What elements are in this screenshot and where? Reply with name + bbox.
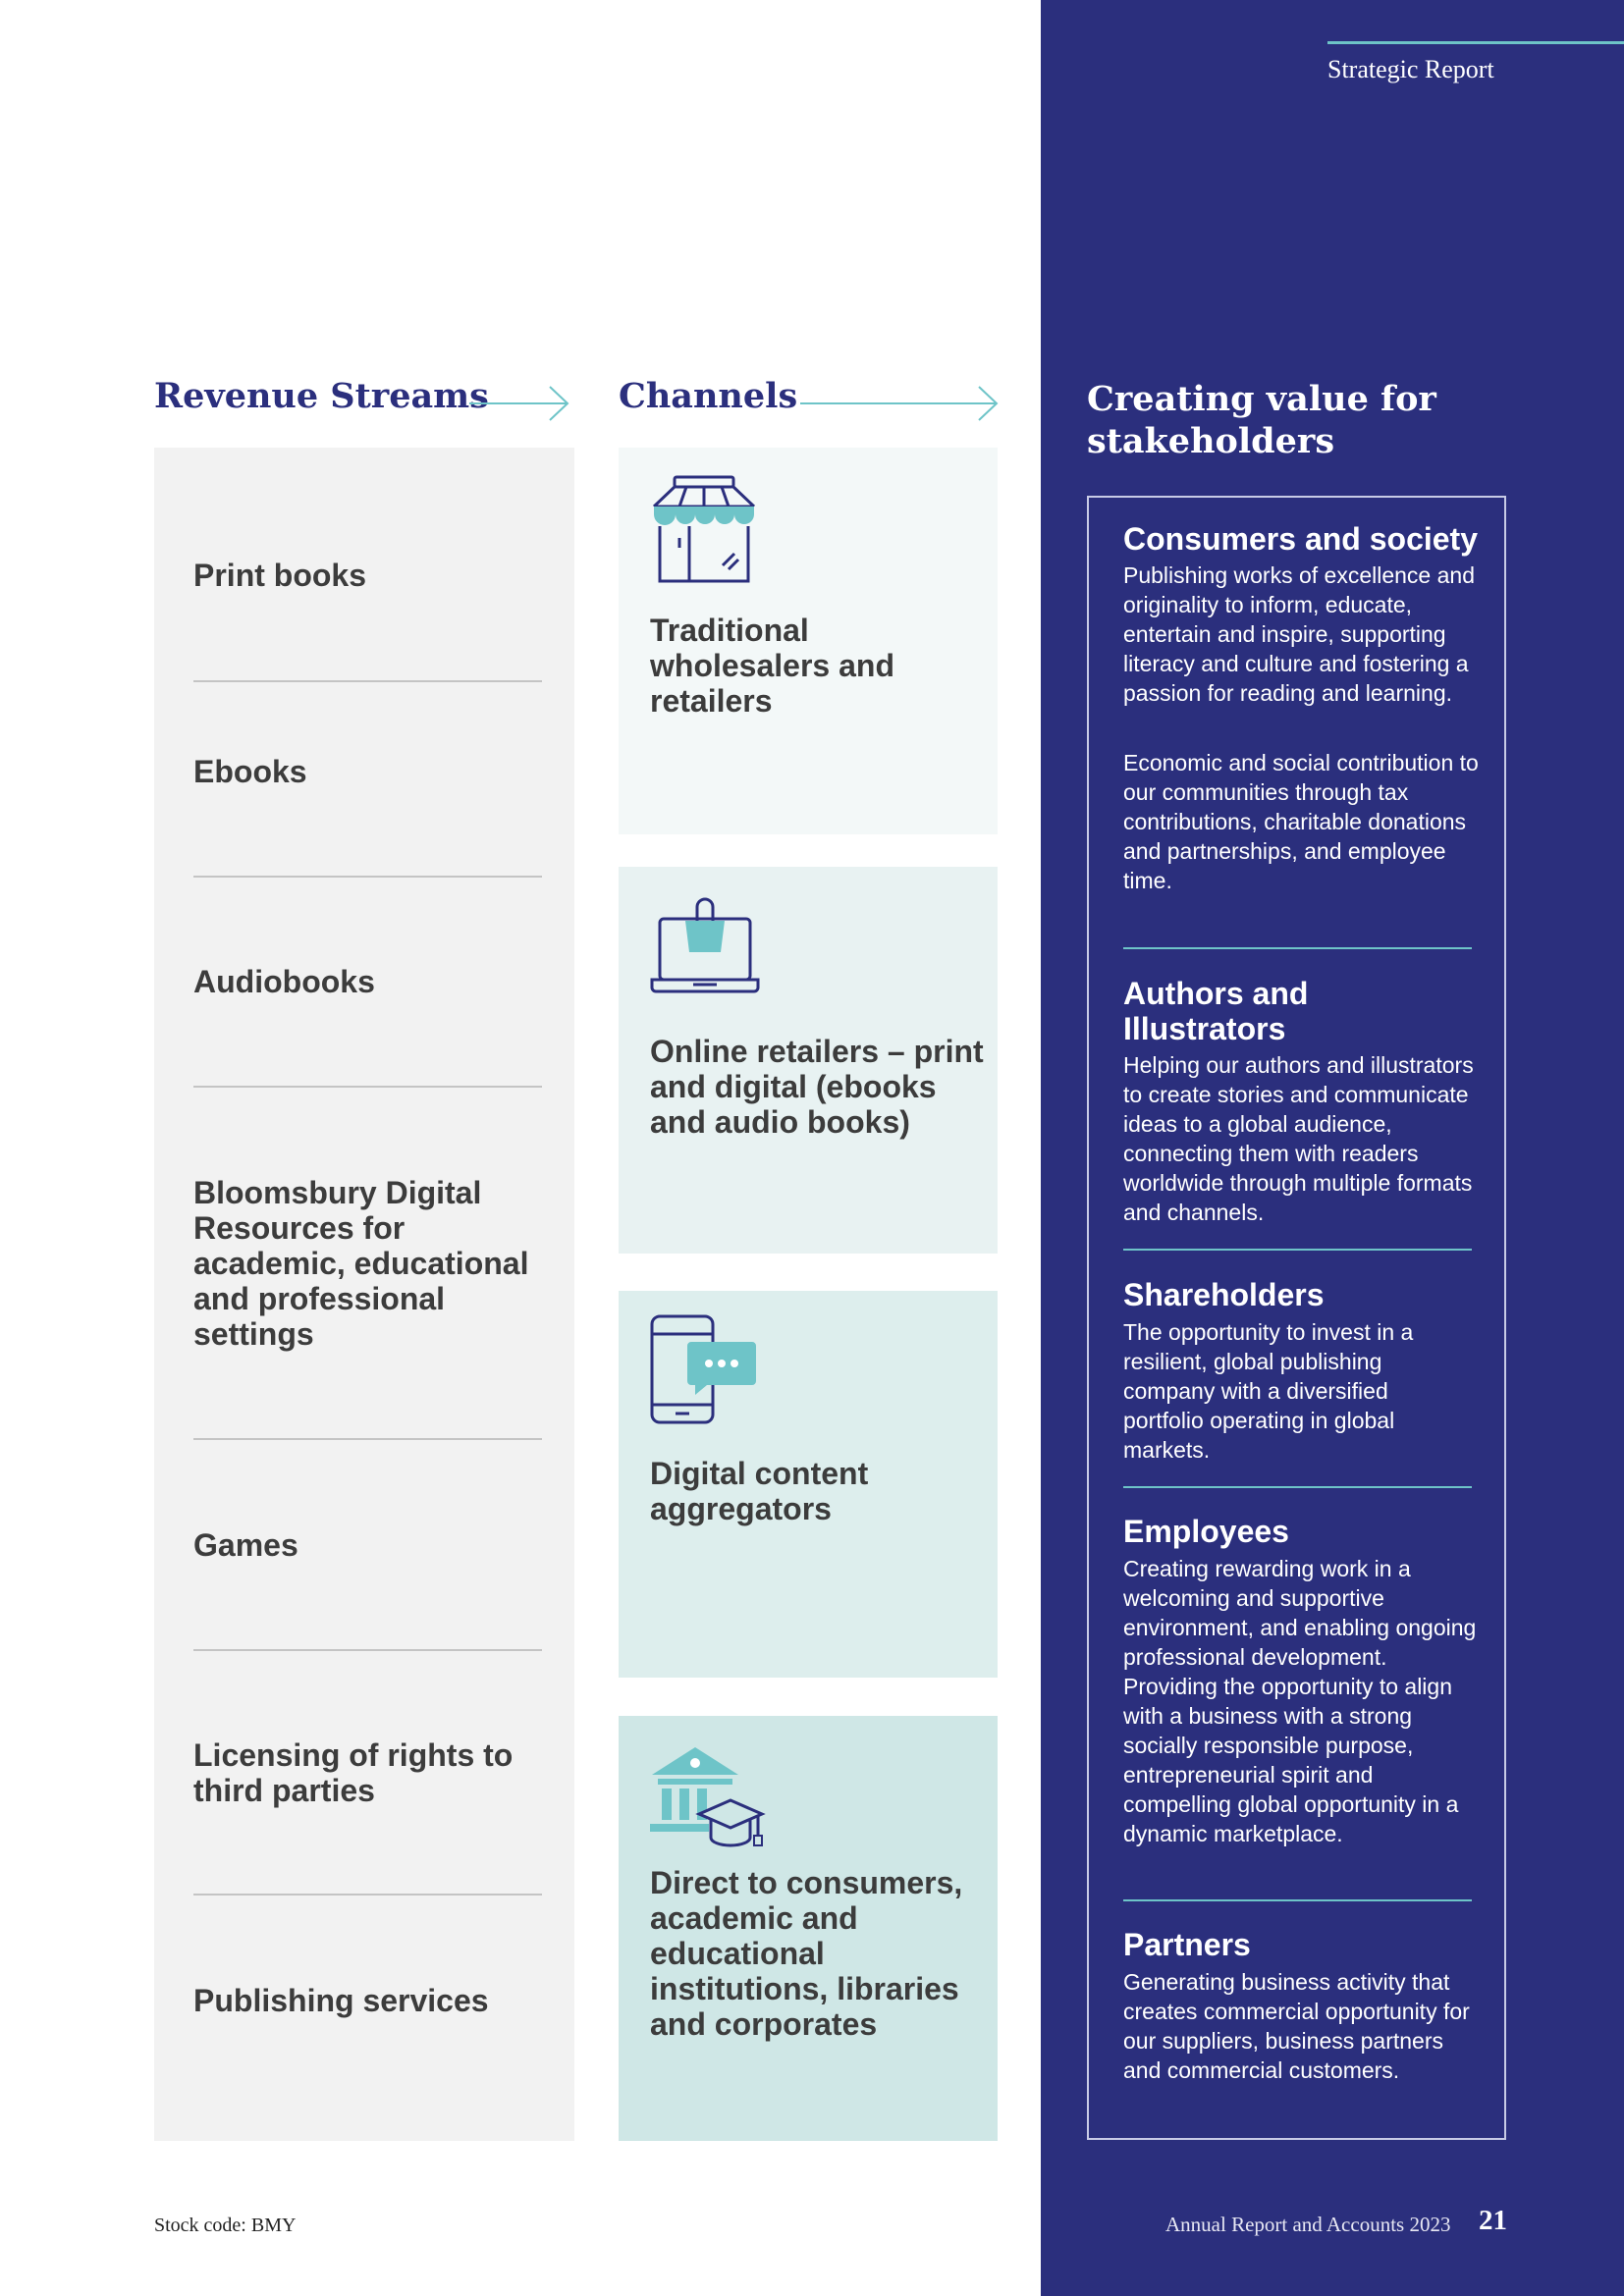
channel-label: Digital content aggregators [650, 1456, 869, 1526]
phone-chat-icon [650, 1314, 758, 1424]
revenue-item: Audiobooks [193, 964, 375, 999]
revenue-streams-panel [154, 448, 574, 2141]
arrow-right-icon [469, 386, 569, 421]
divider [1123, 1899, 1472, 1901]
revenue-item: Publishing services [193, 1983, 489, 2018]
revenue-item: Bloomsbury Digital Resources for academic, educational and professional settings [193, 1175, 529, 1352]
channel-label: Traditional wholesalers and retailers [650, 613, 894, 719]
stakeholder-text: Creating rewarding work in a welcoming and supportive environment, and enabling ongoing professional development. Providing the opportunity to align with a business with a strong socially responsible purpose, entrepreneurial spirit and compelling global opportunity in a dynamic marketplace. [1123, 1556, 1477, 1846]
divider [193, 1894, 542, 1896]
divider [193, 680, 542, 682]
stakeholder-text: The opportunity to invest in a resilient, global publishing company with a diversified portfolio operating in global markets. [1123, 1319, 1414, 1463]
revenue-item: Games [193, 1527, 298, 1563]
revenue-item: Licensing of rights to third parties [193, 1737, 514, 1808]
stakeholder-title: Consumers and society [1123, 521, 1478, 557]
channel-card [619, 1291, 998, 1678]
divider [193, 1438, 542, 1440]
divider [1123, 1486, 1472, 1488]
stakeholder-text: Publishing works of excellence and originality to inform, educate, entertain and inspire, supporting literacy and culture and fostering a passion for reading and learning. [1123, 562, 1475, 706]
divider [193, 1649, 542, 1651]
section-label: Strategic Report [1327, 55, 1494, 83]
stakeholder-text: Economic and social contribution to our communities through tax contributions, charitable donations and partnerships, and employee time. [1123, 750, 1479, 893]
stakeholder-text: Generating business activity that creates commercial opportunity for our suppliers, business partners and commercial customers. [1123, 1969, 1470, 2083]
channel-label: Direct to consumers, academic and educational institutions, libraries and corporates [650, 1865, 963, 2042]
divider [1123, 947, 1472, 949]
channel-card [619, 448, 998, 834]
revenue-streams-heading: Revenue Streams [154, 376, 489, 416]
revenue-item: Ebooks [193, 754, 307, 789]
channel-card [619, 1716, 998, 2141]
stakeholder-title: Shareholders [1123, 1277, 1325, 1312]
divider [193, 876, 542, 878]
channel-label: Online retailers – print and digital (ebooks and audio books) [650, 1034, 984, 1140]
laptop-shopping-bag-icon [650, 893, 760, 999]
stakeholder-title: Partners [1123, 1927, 1251, 1962]
divider [1123, 1249, 1472, 1251]
divider [193, 1086, 542, 1088]
arrow-right-icon [800, 386, 999, 421]
report-title: Annual Report and Accounts 2023 [1165, 2213, 1451, 2236]
stakeholder-title: Authors and Illustrators [1123, 976, 1309, 1046]
section-label-rule [1327, 41, 1624, 44]
stakeholder-text: Helping our authors and illustrators to create stories and communicate ideas to a global audience, connecting them with readers worldwide through multiple formats and channels. [1123, 1052, 1474, 1225]
stakeholder-title: Employees [1123, 1514, 1289, 1549]
revenue-item: Print books [193, 558, 367, 593]
institution-graduation-icon [650, 1745, 766, 1847]
stock-code: Stock code: BMY [154, 2215, 297, 2236]
storefront-icon [650, 475, 758, 585]
stakeholders-heading: Creating value for stakeholders [1087, 379, 1436, 461]
channel-card [619, 867, 998, 1254]
page-number: 21 [1479, 2205, 1507, 2236]
channels-heading: Channels [619, 376, 798, 416]
